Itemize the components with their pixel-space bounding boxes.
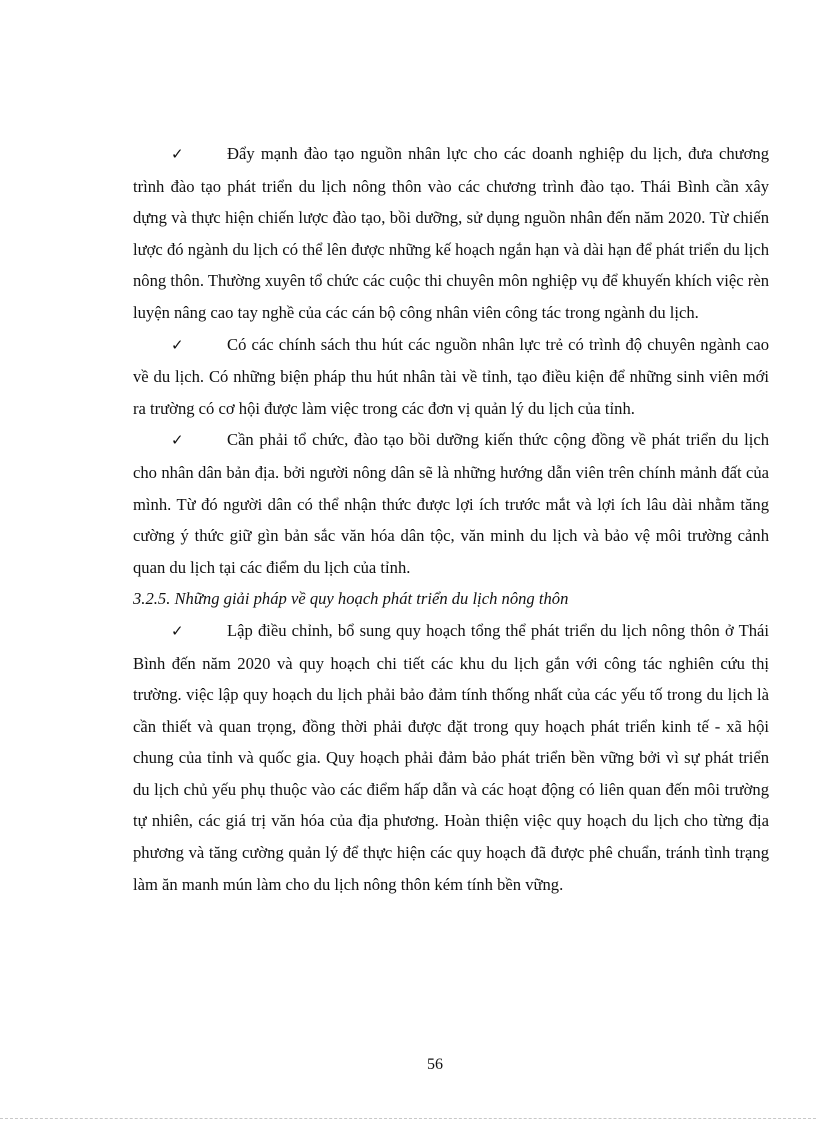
checkmark-icon: ✓ — [171, 145, 184, 163]
page-divider — [0, 1118, 816, 1119]
paragraph-training — [133, 138, 769, 329]
checkmark-icon: ✓ — [171, 431, 184, 450]
paragraph-text: Đẩy mạnh đào tạo nguồn nhân lực cho các doanh nghiệp du lịch, đưa chương trình đào tạo phát triển du lịch nông thôn vào các chương trình đào tạo. Thái Bình cần xây dựng và thực hiện chiến lược đào tạo, bồi dưỡng, sử dụng nguồn nhân đến năm 2020. Từ chiến lược đó ngành du lịch có thể lên được những kế hoạch ngắn hạn và dài hạn để phát triển du lịch nông thôn. Thường xuyên tổ chức các cuộc thi chuyên môn nghiệp vụ để khuyến khích việc rèn luyện nâng cao tay nghề của các cán bộ công nhân viên công tác trong ngành du lịch. — [133, 144, 769, 322]
paragraph-text: Lập điều chỉnh, bổ sung quy hoạch tổng thể phát triển du lịch nông thôn ở Thái Bình đến năm 2020 và quy hoạch chi tiết các khu du lịch gắn với công tác nghiên cứu thị trường. việc lập quy hoạch du lịch phải bảo đảm tính thống nhất của các yếu tố trong du lịch là cần thiết và quan trọng, đồng thời phải được đặt trong quy hoạch phát triển kinh tế - xã hội chung của tỉnh và quốc gia. Quy hoạch phải đảm bảo phát triển bền vững bởi vì sự phát triển du lịch chủ yếu phụ thuộc vào các điểm hấp dẫn và các hoạt động có liên quan đến môi trường tự nhiên, các giá trị văn hóa của địa phương. Hoàn thiện việc quy hoạch du lịch cho từng địa phương và tăng cường quản lý để thực hiện các quy hoạch đã được phê chuẩn, tránh tình trạng làm ăn manh mún làm cho du lịch nông thôn kém tính bền vững. — [133, 620, 769, 894]
body-text — [133, 138, 769, 900]
checkmark-icon: ✓ — [171, 335, 184, 354]
paragraph-talent-attraction — [133, 329, 769, 425]
section-heading: 3.2.5. Những giải pháp về quy hoạch phát triển du lịch nông thôn — [133, 589, 569, 609]
paragraph-text: Cần phải tổ chức, đào tạo bồi dưỡng kiến thức cộng đồng về phát triển du lịch cho nhân dân bản địa. bởi người nông dân sẽ là những hướng dẫn viên trên chính mảnh đất của mình. Từ đó người dân có thể nhận thức được lợi ích trước mắt và lợi ích lâu dài nhằm tăng cường ý thức giữ gìn bản sắc văn hóa dân tộc, văn minh du lịch và bảo vệ môi trường cảnh quan du lịch tại các điểm du lịch của tỉnh. — [133, 430, 769, 577]
page-number: 56 — [427, 1056, 443, 1073]
paragraph-text: Có các chính sách thu hút các nguồn nhân lực trẻ có trình độ chuyên ngành cao về du lịch. Có những biện pháp thu hút nhân tài về tỉnh, tạo điều kiện để những sinh viên mới ra trường có cơ hội được làm việc trong các đơn vị quản lý du lịch của tỉnh. — [133, 334, 769, 418]
checkmark-icon: ✓ — [171, 621, 184, 640]
paragraph-planning — [133, 615, 769, 900]
paragraph-community-training — [133, 424, 769, 583]
